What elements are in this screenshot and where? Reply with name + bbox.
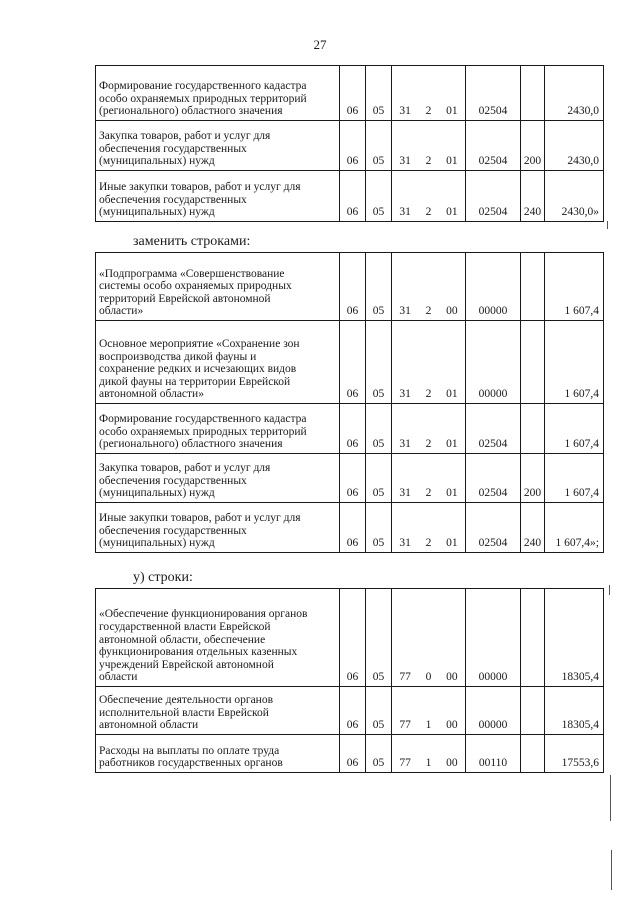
code-subsection: 05 <box>366 66 392 121</box>
code-c5: 01 <box>446 155 458 168</box>
amount: 1 607,4 <box>545 454 604 503</box>
code-direction: 02504 <box>466 121 521 171</box>
caption-item-u: у) строки: <box>133 570 193 585</box>
code-target-article <box>392 503 466 553</box>
code-c5: 00 <box>446 671 458 684</box>
table-body <box>96 253 604 553</box>
code-subsection: 05 <box>366 687 392 735</box>
amount: 18305,4 <box>545 589 604 687</box>
code-direction: 00000 <box>466 589 521 687</box>
code-direction: 02504 <box>466 171 521 222</box>
amount: 1 607,4 <box>545 321 604 404</box>
table-row <box>96 66 604 121</box>
amount: 1 607,4 <box>545 253 604 321</box>
row-name: Формирование государственного кадастра особо охраняемых природных территорий (регионального) областного значения <box>96 404 340 454</box>
code-c3: 31 <box>399 388 411 401</box>
table-row <box>96 589 604 687</box>
code-c4: 1 <box>425 757 432 770</box>
code-section: 06 <box>340 687 366 735</box>
code-section: 06 <box>340 589 366 687</box>
code-section: 06 <box>340 503 366 553</box>
row-name: Формирование государственного кадастра особо охраняемых природных территорий (регионального) областного значения <box>96 66 340 121</box>
scan-margin-mark <box>609 585 610 595</box>
page-number: 27 <box>313 37 327 52</box>
code-direction: 02504 <box>466 503 521 553</box>
code-c3: 31 <box>399 305 411 318</box>
code-subsection: 05 <box>366 404 392 454</box>
scan-margin-mark <box>610 775 611 821</box>
code-direction: 00000 <box>466 321 521 404</box>
code-direction: 02504 <box>466 66 521 121</box>
budget-table-item-u-rows <box>95 588 604 773</box>
row-name: Иные закупки товаров, работ и услуг для обеспечения государственных (муниципальных) нужд <box>96 171 340 222</box>
code-target-article <box>392 589 466 687</box>
code-expense-type: 240 <box>521 171 545 222</box>
table-row <box>96 404 604 454</box>
row-name: «Обеспечение функционирования органов государственной власти Еврейской автономной области, обеспечение функционирования отдельных казенных учреждений Еврейской автономной области <box>96 589 340 687</box>
code-c4: 2 <box>425 155 432 168</box>
row-name: Закупка товаров, работ и услуг для обеспечения государственных (муниципальных) нужд <box>96 121 340 171</box>
code-c5: 01 <box>446 105 458 118</box>
code-c3: 31 <box>399 537 411 550</box>
code-subsection: 05 <box>366 503 392 553</box>
code-expense-type: 240 <box>521 503 545 553</box>
code-subsection: 05 <box>366 171 392 222</box>
row-name: «Подпрограмма «Совершенствование системы особо охраняемых природных территорий Еврейской автономной области» <box>96 253 340 321</box>
table-row <box>96 687 604 735</box>
code-section: 06 <box>340 253 366 321</box>
code-c5: 00 <box>446 757 458 770</box>
code-target-article <box>392 687 466 735</box>
code-c5: 01 <box>446 438 458 451</box>
code-expense-type: 200 <box>521 454 545 503</box>
code-section: 06 <box>340 171 366 222</box>
code-target-article <box>392 66 466 121</box>
amount: 2430,0» <box>545 171 604 222</box>
code-c4: 2 <box>425 438 432 451</box>
code-section: 06 <box>340 66 366 121</box>
code-c4: 2 <box>425 206 432 219</box>
code-c3: 77 <box>399 719 411 732</box>
code-c3: 77 <box>399 671 411 684</box>
code-direction: 02504 <box>466 454 521 503</box>
table-row <box>96 735 604 773</box>
amount: 2430,0 <box>545 121 604 171</box>
code-c3: 77 <box>399 757 411 770</box>
code-subsection: 05 <box>366 253 392 321</box>
code-direction: 00110 <box>466 735 521 773</box>
row-name: Иные закупки товаров, работ и услуг для обеспечения государственных (муниципальных) нужд <box>96 503 340 553</box>
code-section: 06 <box>340 321 366 404</box>
code-c3: 31 <box>399 206 411 219</box>
budget-table-original-rows <box>95 65 604 222</box>
row-name: Расходы на выплаты по оплате труда работников государственных органов <box>96 735 340 773</box>
budget-table-replacement-rows <box>95 252 604 553</box>
amount: 1 607,4 <box>545 404 604 454</box>
code-subsection: 05 <box>366 589 392 687</box>
code-target-article <box>392 454 466 503</box>
code-target-article <box>392 171 466 222</box>
code-target-article <box>392 404 466 454</box>
code-section: 06 <box>340 404 366 454</box>
code-c5: 01 <box>446 206 458 219</box>
row-name: Обеспечение деятельности органов исполнительной власти Еврейской автономной области <box>96 687 340 735</box>
amount: 18305,4 <box>545 687 604 735</box>
table-row <box>96 121 604 171</box>
code-expense-type <box>521 687 545 735</box>
code-direction: 00000 <box>466 687 521 735</box>
code-c3: 31 <box>399 105 411 118</box>
table-body <box>96 589 604 773</box>
code-c3: 31 <box>399 155 411 168</box>
code-c4: 2 <box>425 105 432 118</box>
row-name: Закупка товаров, работ и услуг для обеспечения государственных (муниципальных) нужд <box>96 454 340 503</box>
code-section: 06 <box>340 735 366 773</box>
caption-replace-with: заменить строками: <box>133 234 251 249</box>
code-expense-type <box>521 404 545 454</box>
code-target-article <box>392 253 466 321</box>
table-row <box>96 253 604 321</box>
code-direction: 00000 <box>466 253 521 321</box>
table-body <box>96 66 604 222</box>
code-target-article <box>392 121 466 171</box>
code-expense-type <box>521 589 545 687</box>
scan-margin-mark <box>607 221 608 229</box>
table-row <box>96 171 604 222</box>
code-subsection: 05 <box>366 454 392 503</box>
code-c4: 2 <box>425 305 432 318</box>
row-name: Основное мероприятие «Сохранение зон воспроизводства дикой фауны и сохранение редких и исчезающих видов дикой фауны на территории Еврейской автономной области» <box>96 321 340 404</box>
code-c4: 0 <box>425 671 432 684</box>
code-subsection: 05 <box>366 321 392 404</box>
table-row <box>96 503 604 553</box>
scan-margin-mark <box>611 850 612 890</box>
code-c5: 01 <box>446 537 458 550</box>
code-c5: 00 <box>446 305 458 318</box>
code-c4: 2 <box>425 537 432 550</box>
code-direction: 02504 <box>466 404 521 454</box>
code-c4: 2 <box>425 388 432 401</box>
code-subsection: 05 <box>366 735 392 773</box>
code-section: 06 <box>340 454 366 503</box>
code-c5: 01 <box>446 388 458 401</box>
code-target-article <box>392 321 466 404</box>
code-c4: 2 <box>425 487 432 500</box>
code-c3: 31 <box>399 487 411 500</box>
amount: 17553,6 <box>545 735 604 773</box>
code-c5: 01 <box>446 487 458 500</box>
amount: 2430,0 <box>545 66 604 121</box>
code-expense-type <box>521 321 545 404</box>
code-c5: 00 <box>446 719 458 732</box>
code-section: 06 <box>340 121 366 171</box>
code-expense-type <box>521 253 545 321</box>
code-expense-type <box>521 66 545 121</box>
code-expense-type: 200 <box>521 121 545 171</box>
code-c4: 1 <box>425 719 432 732</box>
code-subsection: 05 <box>366 121 392 171</box>
code-target-article <box>392 735 466 773</box>
code-c3: 31 <box>399 438 411 451</box>
amount: 1 607,4»; <box>545 503 604 553</box>
code-expense-type <box>521 735 545 773</box>
table-row <box>96 454 604 503</box>
table-row <box>96 321 604 404</box>
